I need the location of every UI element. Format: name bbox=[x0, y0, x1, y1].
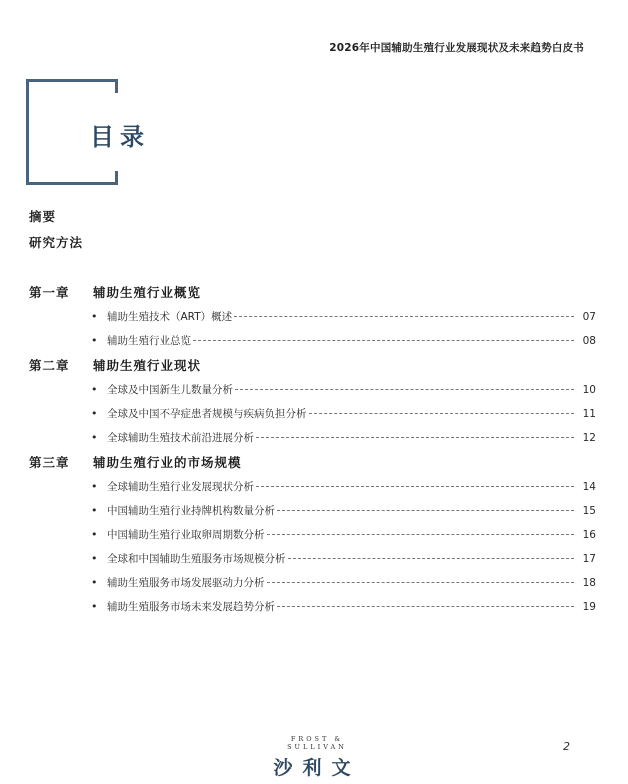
dot-leader bbox=[277, 509, 574, 511]
entry-title: 辅助生殖服务市场发展驱动力分析 bbox=[107, 577, 265, 589]
entry-title: 中国辅助生殖行业持牌机构数量分析 bbox=[107, 505, 275, 517]
entry-page: 19 bbox=[582, 601, 596, 613]
entry-page: 12 bbox=[582, 432, 596, 444]
entry-title: 中国辅助生殖行业取卵周期数分析 bbox=[107, 529, 265, 541]
frame-bottom-rule bbox=[26, 182, 118, 185]
chapter-number: 第三章 bbox=[29, 455, 70, 470]
entry-page: 15 bbox=[582, 505, 596, 517]
bullet-icon: • bbox=[91, 600, 98, 613]
chapter-number: 第二章 bbox=[29, 358, 70, 373]
entry-page: 07 bbox=[582, 311, 596, 323]
entry-title: 全球和中国辅助生殖服务市场规模分析 bbox=[107, 553, 286, 565]
frame-right-tick-top bbox=[115, 79, 118, 93]
bullet-icon: • bbox=[91, 407, 98, 420]
entry-title: 全球辅助生殖行业发展现状分析 bbox=[107, 481, 254, 493]
frame-top-rule bbox=[26, 79, 118, 82]
entry-page: 10 bbox=[582, 384, 596, 396]
entry-title: 辅助生殖技术（ART）概述 bbox=[107, 311, 233, 323]
chapter-1-heading[interactable] bbox=[29, 283, 201, 301]
frame-right-tick-bottom bbox=[115, 171, 118, 185]
dot-leader bbox=[256, 436, 574, 438]
dot-leader bbox=[267, 581, 575, 583]
brand-latin: FROST & SULLIVAN bbox=[287, 735, 347, 751]
dot-leader bbox=[235, 388, 574, 390]
toc-entry[interactable] bbox=[91, 479, 596, 495]
toc-heading: 目录 bbox=[90, 123, 150, 151]
bullet-icon: • bbox=[91, 431, 98, 444]
entry-title: 全球及中国不孕症患者规模与疾病负担分析 bbox=[107, 408, 307, 420]
toc-methodology[interactable]: 研究方法 bbox=[29, 235, 84, 250]
brand-chinese: 沙利文 bbox=[273, 757, 361, 779]
entry-page: 11 bbox=[582, 408, 596, 420]
dot-leader bbox=[256, 485, 574, 487]
brand-logo bbox=[262, 735, 372, 780]
bullet-icon: • bbox=[91, 480, 98, 493]
entry-title: 全球及中国新生儿数量分析 bbox=[107, 384, 233, 396]
dot-leader bbox=[267, 533, 575, 535]
toc-entry[interactable] bbox=[91, 430, 596, 446]
toc-entry[interactable] bbox=[91, 599, 596, 615]
entry-title: 全球辅助生殖技术前沿进展分析 bbox=[107, 432, 254, 444]
entry-page: 08 bbox=[582, 335, 596, 347]
bullet-icon: • bbox=[91, 383, 98, 396]
toc-entry[interactable] bbox=[91, 575, 596, 591]
page-number: 2 bbox=[563, 740, 570, 753]
frame-left-rule bbox=[26, 79, 29, 185]
entry-page: 14 bbox=[582, 481, 596, 493]
toc-entry[interactable] bbox=[91, 309, 596, 325]
dot-leader bbox=[288, 557, 575, 559]
report-title: 2026年中国辅助生殖行业发展现状及未来趋势白皮书 bbox=[329, 42, 584, 54]
chapter-2-heading[interactable] bbox=[29, 356, 201, 374]
chapter-title: 辅助生殖行业的市场规模 bbox=[93, 455, 242, 470]
toc-entry[interactable] bbox=[91, 382, 596, 398]
toc-entry[interactable] bbox=[91, 503, 596, 519]
toc-entry[interactable] bbox=[91, 527, 596, 543]
toc-entry[interactable] bbox=[91, 406, 596, 422]
bullet-icon: • bbox=[91, 552, 98, 565]
bullet-icon: • bbox=[91, 528, 98, 541]
chapter-3-heading[interactable] bbox=[29, 453, 242, 471]
entry-page: 18 bbox=[582, 577, 596, 589]
chapter-number: 第一章 bbox=[29, 285, 70, 300]
dot-leader bbox=[193, 339, 574, 341]
bullet-icon: • bbox=[91, 504, 98, 517]
entry-title: 辅助生殖服务市场未来发展趋势分析 bbox=[107, 601, 275, 613]
dot-leader bbox=[234, 315, 574, 317]
bullet-icon: • bbox=[91, 310, 98, 323]
toc-summary[interactable]: 摘要 bbox=[29, 209, 57, 224]
entry-page: 16 bbox=[582, 529, 596, 541]
entry-page: 17 bbox=[582, 553, 596, 565]
bullet-icon: • bbox=[91, 576, 98, 589]
toc-entry[interactable] bbox=[91, 551, 596, 567]
toc-entry[interactable] bbox=[91, 333, 596, 349]
bullet-icon: • bbox=[91, 334, 98, 347]
dot-leader bbox=[309, 412, 575, 414]
dot-leader bbox=[277, 605, 574, 607]
chapter-title: 辅助生殖行业现状 bbox=[93, 358, 202, 373]
chapter-title: 辅助生殖行业概览 bbox=[93, 285, 202, 300]
entry-title: 辅助生殖行业总览 bbox=[107, 335, 191, 347]
